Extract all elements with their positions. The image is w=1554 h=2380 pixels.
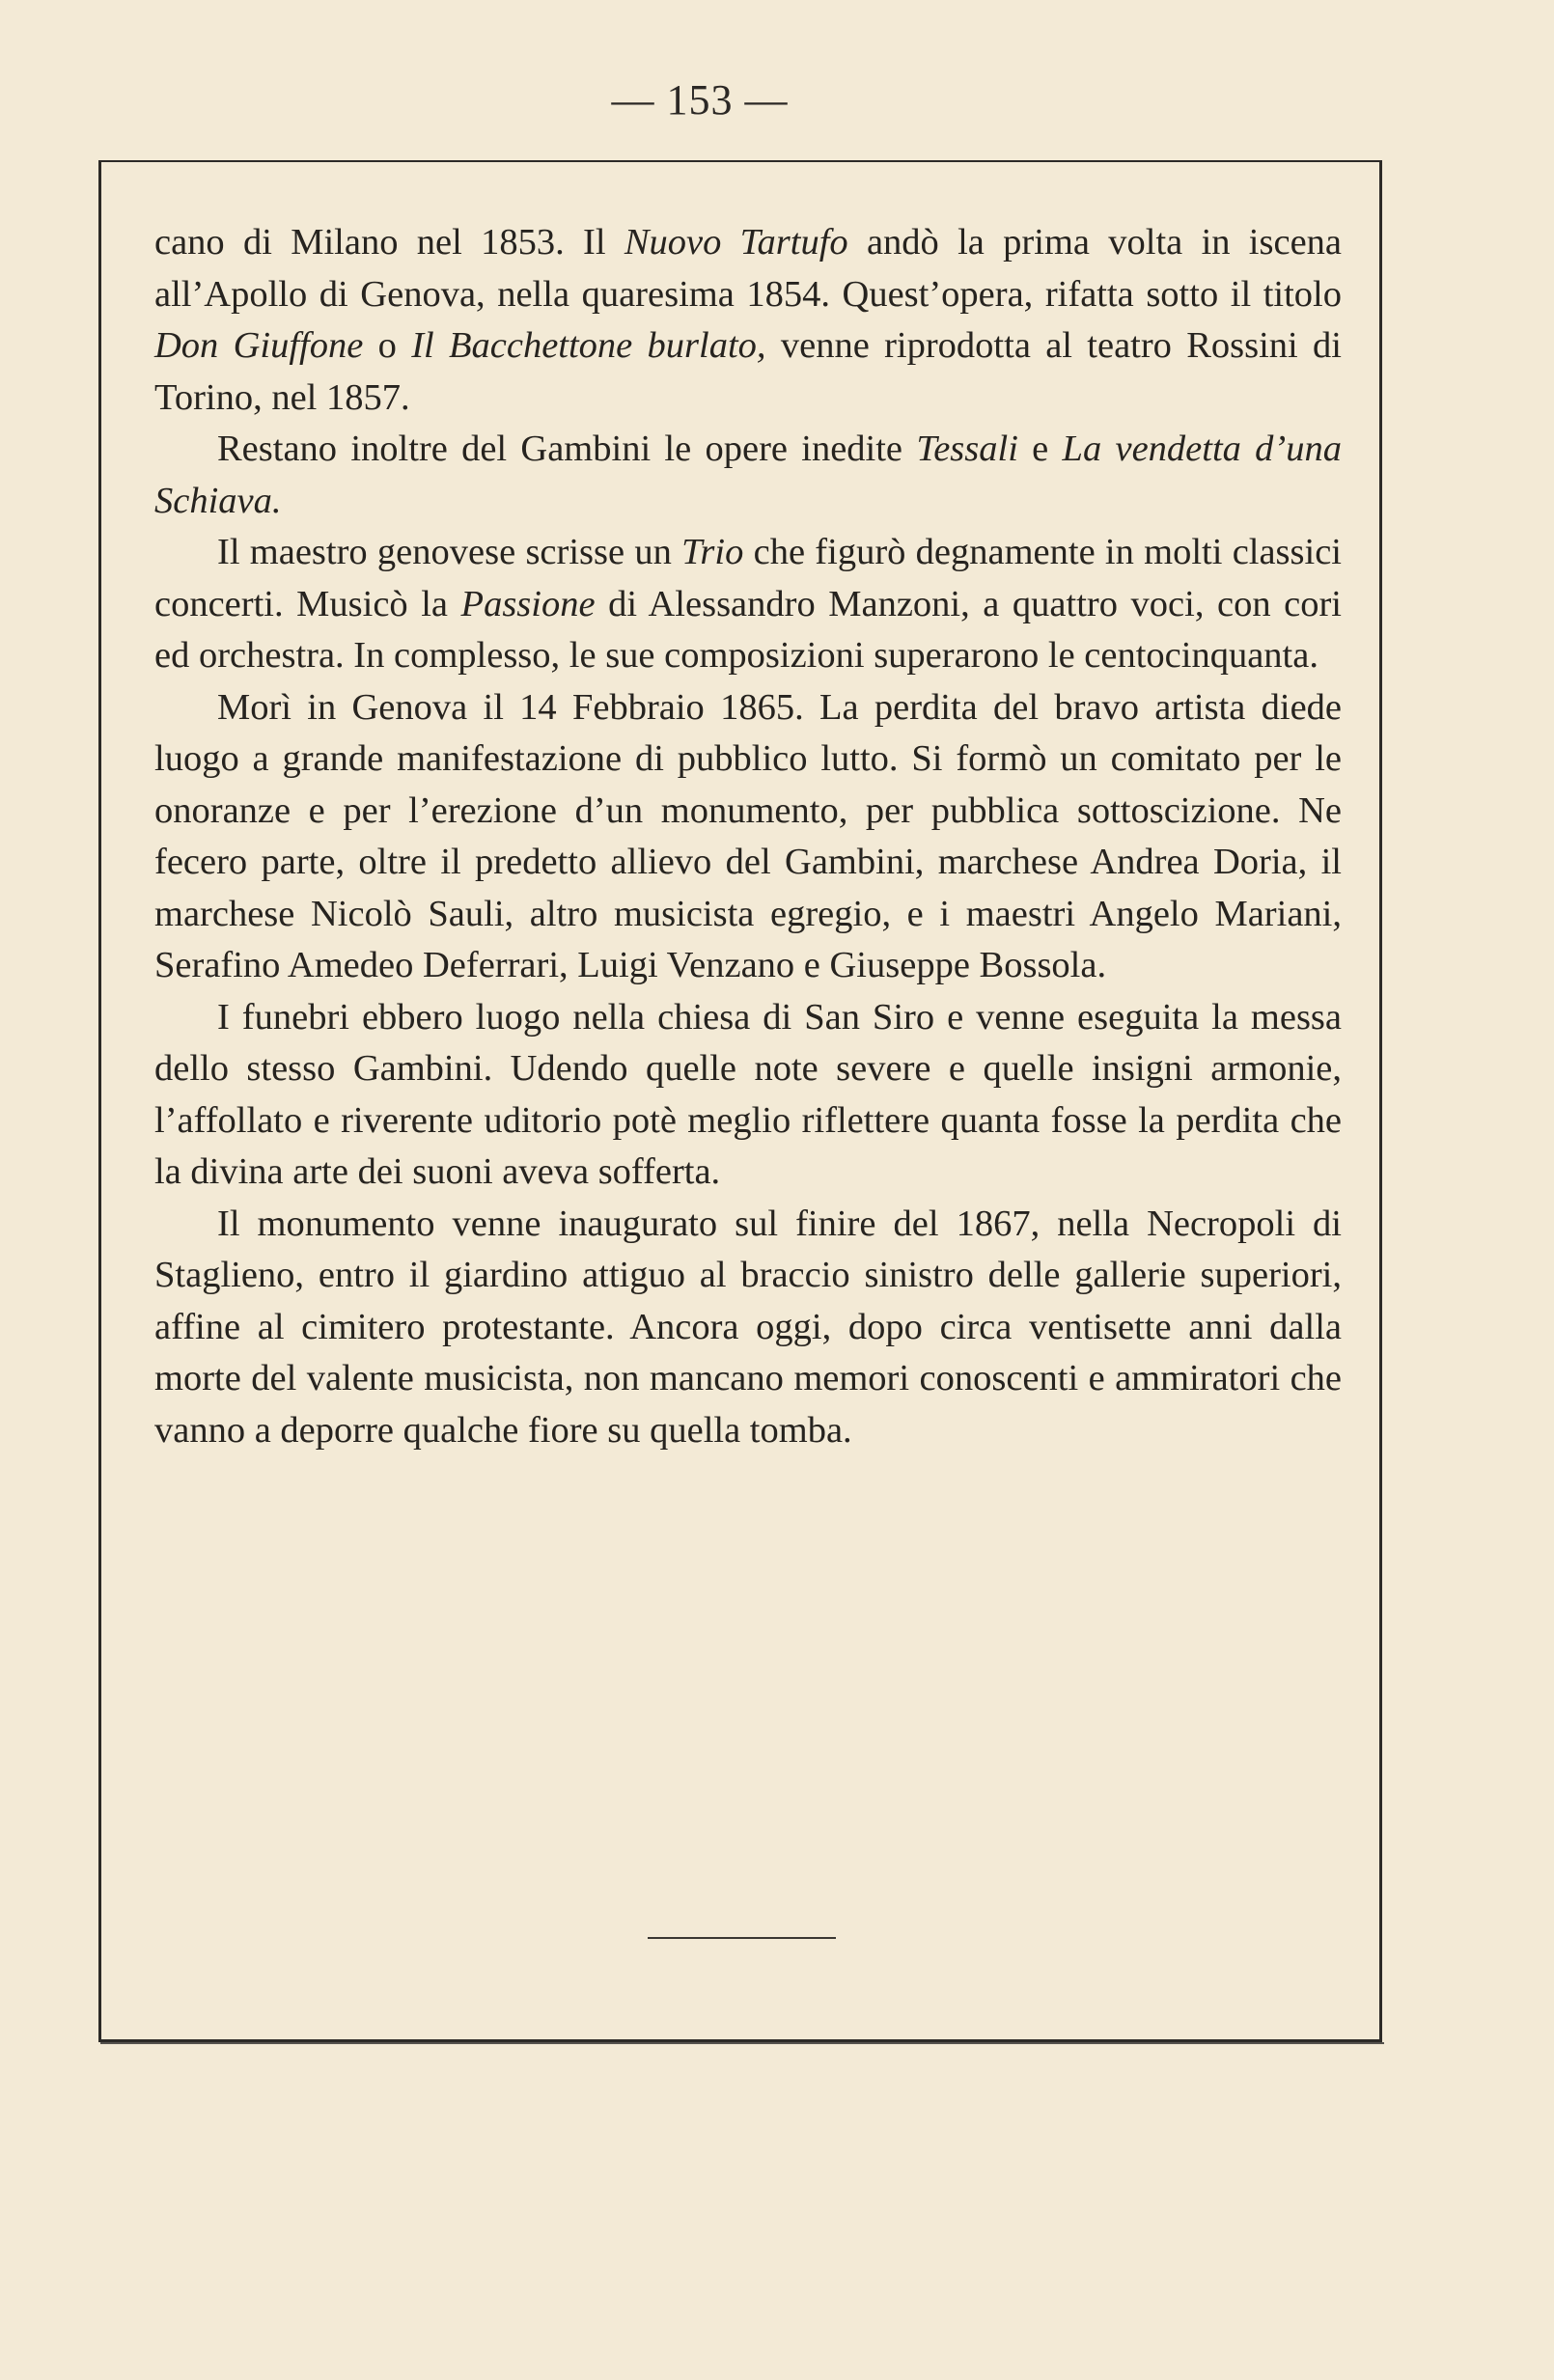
paragraph-1 [154,217,1342,424]
frame-bottom-rule [100,2042,1384,2044]
italic-title: Don Giuffone [154,325,364,366]
text-segment: I funebri ebbero luogo nella chiesa di San Siro e venne eseguita la messa dello stesso Gambini. Udendo quelle note severe e quelle insigni armonie, l’affollato e riverente uditorio potè meglio riflettere quanta fosse la perdita che la divina arte dei suoni aveva sofferta. [154,996,1342,1192]
body-text [154,217,1342,1456]
italic-title: Trio [681,532,744,572]
end-rule [648,1937,836,1939]
text-segment: di Alessandro Manzoni, a quattro voci, con cori ed orchestra. In complesso, le sue composizioni superarono le centocinquanta. [154,583,1342,676]
text-segment: che figurò degnamente in molti classici concerti. Musicò la [154,532,1343,624]
text-segment: andò la prima volta in iscena all’Apollo di Genova, nella quaresima 1854. Quest’opera, rifatta sotto il titolo [154,222,1343,315]
paragraph-5 [154,992,1342,1199]
text-segment: venne riprodotta al teatro Rossini di Torino, nel 1857. [154,325,1342,418]
page-number: — 153 — [611,76,789,124]
text-segment: cano di Milano nel 1853. Il [154,222,624,263]
paragraph-3 [154,527,1342,682]
italic-title: Il Bacchettone burlato, [411,325,766,366]
paragraph-2 [154,424,1342,527]
italic-title: Passione [460,583,596,624]
text-segment: Morì in Genova il 14 Febbraio 1865. La perdita del bravo artista diede luogo a grande manifestazione di pubblico lutto. Si formò un comitato per le onoranze e per l’erezione d’un monumento, per pubblica sottoscizione. Ne fecero parte, oltre il predetto allievo del Gambini, marchese Andrea Doria, il marchese Nicolò Sauli, altro musicista egregio, e i maestri Angelo Mariani, Serafino Amedeo Deferrari, Luigi Venzano e Giuseppe Bossola. [154,686,1342,985]
text-segment: Il maestro genovese scrisse un [217,532,682,572]
text-segment: Restano inoltre del Gambini le opere inedite [217,429,917,469]
italic-title: La vendetta d’una Schiava. [154,429,1342,521]
paragraph-6 [154,1199,1342,1457]
text-segment: Il monumento venne inaugurato sul finire del 1867, nella Necropoli di Staglieno, entro il giardino attiguo al braccio sinistro delle gallerie superiori, affine al cimitero protestante. Ancora oggi, dopo circa ventisette anni dalla morte del valente musicista, non mancano memori conoscenti e ammiratori che vanno a deporre qualche fiore su quella tomba. [154,1203,1342,1451]
paragraph-4 [154,682,1342,992]
italic-title: Nuovo Tartufo [624,222,848,263]
text-segment: o [363,325,412,366]
italic-title: Tessali [916,429,1018,469]
text-segment: e [1017,429,1063,469]
